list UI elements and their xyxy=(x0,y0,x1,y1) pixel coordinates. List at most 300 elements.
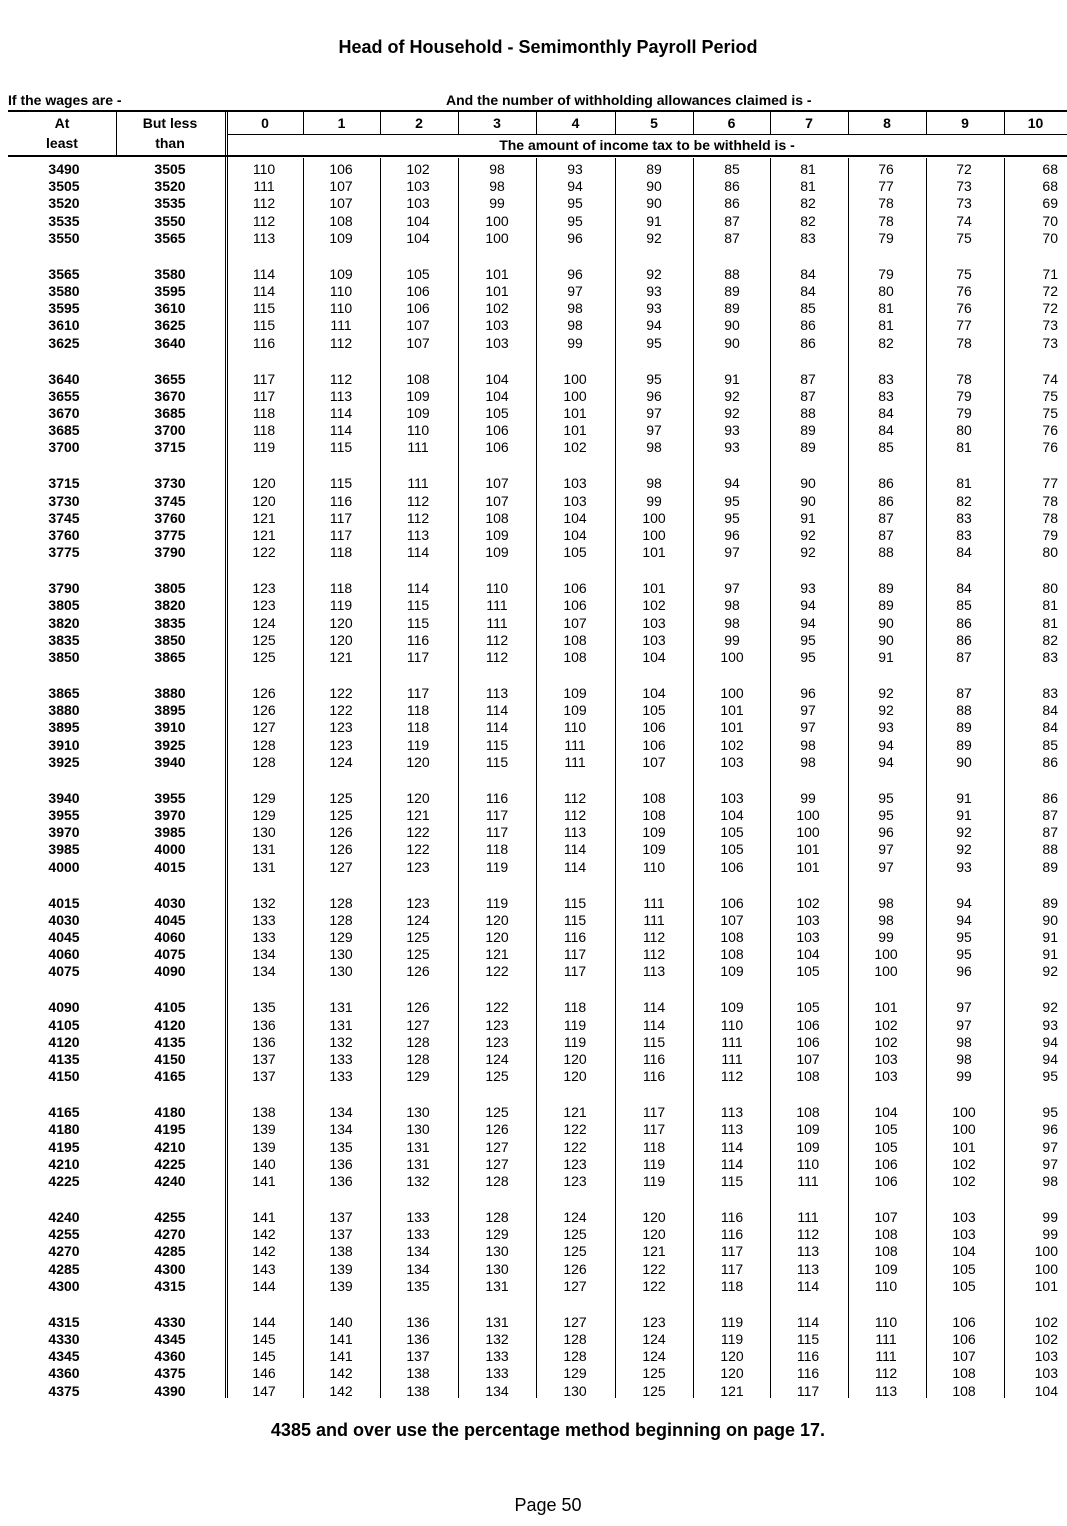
column-divider-1 xyxy=(380,158,381,1398)
tax-amount: 110 xyxy=(642,858,666,875)
wage-at-least: 4300 xyxy=(48,1277,80,1294)
tax-amount: 113 xyxy=(796,1260,820,1277)
but-less-header: But less xyxy=(142,115,198,131)
wage-but-less: 3595 xyxy=(154,283,186,299)
tax-amount: 109 xyxy=(642,841,666,858)
tax-amount: 89 xyxy=(956,719,972,736)
tax-amount: 88 xyxy=(724,265,740,282)
tax-amount: 131 xyxy=(252,841,276,858)
tax-amount: 113 xyxy=(329,387,353,404)
tax-amount: 96 xyxy=(567,229,583,246)
wage-but-less: 4120 xyxy=(154,1016,186,1033)
tax-amount: 107 xyxy=(329,195,353,212)
header-divider-4 xyxy=(615,110,616,134)
tax-amount: 97 xyxy=(646,422,662,439)
wage-but-less: 4000 xyxy=(154,841,186,858)
divider-at-least xyxy=(116,110,117,155)
wage-at-least: 3865 xyxy=(48,685,80,701)
tax-amount: 97 xyxy=(800,702,816,719)
tax-amount: 110 xyxy=(874,1277,898,1294)
tax-amount: 145 xyxy=(252,1331,276,1347)
tax-amount: 94 xyxy=(724,475,740,492)
tax-amount: 86 xyxy=(956,631,972,648)
allowance-header-3: 3 xyxy=(493,115,501,131)
tax-amount: 122 xyxy=(406,824,430,841)
wage-but-less: 4090 xyxy=(154,963,186,980)
tax-amount: 81 xyxy=(956,439,972,456)
tax-amount: 114 xyxy=(406,580,430,597)
tax-amount: 102 xyxy=(952,1155,976,1172)
allowance-header-7: 7 xyxy=(805,115,813,131)
tax-amount: 90 xyxy=(800,492,816,509)
tax-amount: 118 xyxy=(485,841,509,858)
tax-amount: 113 xyxy=(720,1121,744,1138)
tax-amount: 87 xyxy=(956,649,972,665)
tax-amount: 68 xyxy=(1042,161,1058,177)
tax-amount: 125 xyxy=(329,789,353,806)
tax-amount: 99 xyxy=(956,1068,972,1085)
tax-amount: 84 xyxy=(800,283,816,299)
tax-amount: 107 xyxy=(485,492,509,509)
tax-amount: 84 xyxy=(1042,702,1058,719)
tax-amount: 126 xyxy=(406,963,430,980)
wage-at-least: 3910 xyxy=(48,736,80,753)
wage-but-less: 4210 xyxy=(154,1138,186,1155)
wage-but-less: 3550 xyxy=(154,212,186,229)
tax-amount: 136 xyxy=(406,1331,430,1347)
tax-amount: 115 xyxy=(485,753,509,770)
tax-amount: 108 xyxy=(642,789,666,806)
tax-amount: 111 xyxy=(875,1331,897,1347)
tax-amount: 87 xyxy=(1042,807,1058,823)
tax-amount: 114 xyxy=(642,1016,666,1033)
tax-amount: 131 xyxy=(406,1155,430,1172)
tax-amount: 123 xyxy=(406,894,430,911)
tax-amount: 108 xyxy=(874,1243,898,1260)
column-divider-4 xyxy=(615,158,616,1398)
tax-amount: 86 xyxy=(878,492,894,509)
tax-amount: 108 xyxy=(406,370,430,387)
tax-amount: 121 xyxy=(720,1382,744,1399)
tax-amount: 133 xyxy=(406,1226,430,1243)
tax-amount: 98 xyxy=(646,439,662,456)
tax-amount: 122 xyxy=(485,963,509,980)
tax-amount: 95 xyxy=(646,370,662,387)
tax-amount: 119 xyxy=(642,1173,666,1189)
tax-amount: 86 xyxy=(878,475,894,492)
tax-amount: 106 xyxy=(720,894,744,911)
header-divider-1 xyxy=(380,110,381,134)
allowance-header-8: 8 xyxy=(883,115,891,131)
tax-amount: 91 xyxy=(646,212,662,229)
tax-amount: 99 xyxy=(878,929,894,945)
tax-amount: 130 xyxy=(329,946,353,963)
tax-amount: 112 xyxy=(406,492,430,509)
header-divider-9 xyxy=(1004,110,1005,134)
tax-amount: 95 xyxy=(646,334,662,351)
wage-at-least: 3730 xyxy=(48,492,80,509)
tax-amount: 113 xyxy=(796,1243,820,1260)
wage-but-less: 3580 xyxy=(154,265,186,282)
wage-at-least: 3895 xyxy=(48,719,80,736)
allowance-header-9: 9 xyxy=(961,115,969,131)
allowance-header-10: 10 xyxy=(1027,115,1044,131)
tax-amount: 117 xyxy=(485,807,509,823)
tax-amount: 111 xyxy=(797,1173,819,1189)
wage-at-least: 3565 xyxy=(48,265,80,282)
wage-but-less: 3850 xyxy=(154,631,186,648)
wage-at-least: 3835 xyxy=(48,631,80,648)
wage-at-least: 4180 xyxy=(48,1121,80,1138)
tax-amount: 106 xyxy=(796,1016,820,1033)
tax-amount: 114 xyxy=(796,1313,820,1330)
tax-amount: 100 xyxy=(563,387,587,404)
tax-amount: 106 xyxy=(485,422,509,439)
wage-at-least: 4270 xyxy=(48,1243,80,1260)
tax-amount: 131 xyxy=(252,858,276,875)
tax-amount: 119 xyxy=(720,1313,744,1330)
tax-amount: 142 xyxy=(329,1365,353,1382)
tax-amount: 108 xyxy=(952,1382,976,1399)
tax-amount: 132 xyxy=(252,894,276,911)
tax-amount: 115 xyxy=(329,439,353,456)
tax-amount: 112 xyxy=(874,1365,898,1382)
tax-amount: 94 xyxy=(800,597,816,614)
tax-amount: 117 xyxy=(563,963,587,980)
tax-amount: 134 xyxy=(252,963,276,980)
tax-amount: 108 xyxy=(563,649,587,665)
tax-amount: 115 xyxy=(485,736,509,753)
tax-amount: 108 xyxy=(796,1104,820,1121)
wage-at-least: 4000 xyxy=(48,858,80,875)
tax-amount: 114 xyxy=(485,702,509,719)
wage-at-least: 3535 xyxy=(48,212,80,229)
tax-amount: 114 xyxy=(485,719,509,736)
tax-amount: 93 xyxy=(724,439,740,456)
tax-amount: 128 xyxy=(485,1209,509,1225)
tax-amount: 101 xyxy=(720,702,744,719)
wage-at-least: 4360 xyxy=(48,1365,80,1382)
tax-amount: 120 xyxy=(720,1348,744,1365)
tax-amount: 112 xyxy=(485,631,509,648)
header-divider-8 xyxy=(926,110,927,134)
tax-amount: 114 xyxy=(252,283,276,299)
wage-at-least: 4045 xyxy=(48,929,80,945)
page-title: Head of Household - Semimonthly Payroll Period xyxy=(338,37,758,57)
tax-amount: 91 xyxy=(800,509,816,526)
tax-amount: 93 xyxy=(878,719,894,736)
tax-amount: 76 xyxy=(1042,422,1058,439)
wage-but-less: 3910 xyxy=(154,719,186,736)
tax-amount: 78 xyxy=(878,195,894,212)
tax-amount: 136 xyxy=(252,1016,276,1033)
tax-amount: 102 xyxy=(796,894,820,911)
tax-amount: 121 xyxy=(329,649,353,665)
tax-amount: 115 xyxy=(329,475,353,492)
tax-amount: 106 xyxy=(642,736,666,753)
tax-amount: 118 xyxy=(406,719,430,736)
tax-amount: 104 xyxy=(1034,1382,1058,1399)
tax-amount: 107 xyxy=(642,753,666,770)
tax-amount: 111 xyxy=(564,753,586,770)
tax-amount: 104 xyxy=(642,649,666,665)
tax-amount: 110 xyxy=(485,580,509,597)
tax-amount: 81 xyxy=(878,317,894,334)
tax-amount: 77 xyxy=(956,317,972,334)
tax-amount: 114 xyxy=(406,544,430,561)
tax-amount: 98 xyxy=(489,161,505,177)
tax-amount: 117 xyxy=(796,1382,820,1399)
tax-amount: 80 xyxy=(878,283,894,299)
tax-amount: 82 xyxy=(800,212,816,229)
tax-amount: 105 xyxy=(952,1277,976,1294)
tax-amount: 98 xyxy=(956,1051,972,1067)
tax-amount: 73 xyxy=(956,178,972,195)
wage-but-less: 4300 xyxy=(154,1260,186,1277)
tax-amount: 80 xyxy=(956,422,972,439)
tax-amount: 95 xyxy=(956,929,972,945)
tax-amount: 111 xyxy=(875,1348,897,1365)
tax-amount: 106 xyxy=(563,597,587,614)
wage-but-less: 3685 xyxy=(154,405,186,421)
tax-amount: 144 xyxy=(252,1277,276,1294)
tax-amount: 105 xyxy=(563,544,587,561)
wage-at-least: 4030 xyxy=(48,911,80,928)
tax-amount: 136 xyxy=(252,1033,276,1050)
tax-amount: 117 xyxy=(642,1121,666,1138)
tax-amount: 113 xyxy=(874,1382,898,1399)
tax-amount: 93 xyxy=(724,422,740,439)
tax-amount: 117 xyxy=(720,1243,744,1260)
tax-amount: 98 xyxy=(724,597,740,614)
tax-amount: 103 xyxy=(1034,1365,1058,1382)
tax-amount: 82 xyxy=(878,334,894,351)
tax-amount: 130 xyxy=(329,963,353,980)
column-divider-3 xyxy=(536,158,537,1398)
header-divider-6 xyxy=(770,110,771,134)
tax-amount: 133 xyxy=(329,1051,353,1067)
tax-amount: 128 xyxy=(485,1173,509,1189)
tax-amount: 125 xyxy=(252,631,276,648)
tax-amount: 133 xyxy=(406,1209,430,1225)
tax-amount: 141 xyxy=(329,1331,353,1347)
tax-amount: 146 xyxy=(252,1365,276,1382)
tax-amount: 105 xyxy=(796,963,820,980)
wage-at-least: 4225 xyxy=(48,1173,80,1189)
tax-amount: 124 xyxy=(406,911,430,928)
wage-at-least: 3625 xyxy=(48,334,80,351)
wage-at-least: 3580 xyxy=(48,283,80,299)
tax-amount: 119 xyxy=(642,1155,666,1172)
tax-amount: 97 xyxy=(956,1016,972,1033)
at-least-header: At xyxy=(54,115,70,131)
tax-amount: 97 xyxy=(878,841,894,858)
tax-amount: 128 xyxy=(563,1348,587,1365)
tax-amount: 107 xyxy=(406,334,430,351)
tax-amount: 104 xyxy=(874,1104,898,1121)
tax-amount: 92 xyxy=(878,685,894,701)
tax-amount: 108 xyxy=(874,1226,898,1243)
wage-at-least: 4255 xyxy=(48,1226,80,1243)
tax-amount: 125 xyxy=(563,1243,587,1260)
tax-amount: 138 xyxy=(406,1382,430,1399)
tax-amount: 87 xyxy=(724,212,740,229)
tax-amount: 128 xyxy=(252,736,276,753)
tax-amount: 95 xyxy=(956,946,972,963)
header-divider-7 xyxy=(848,110,849,134)
tax-amount: 123 xyxy=(563,1173,587,1189)
tax-amount: 139 xyxy=(329,1277,353,1294)
tax-amount: 92 xyxy=(956,824,972,841)
tax-amount: 125 xyxy=(406,929,430,945)
tax-amount: 105 xyxy=(485,405,509,421)
tax-amount: 86 xyxy=(724,195,740,212)
tax-amount: 102 xyxy=(642,597,666,614)
tax-amount: 120 xyxy=(563,1051,587,1067)
wage-but-less: 4030 xyxy=(154,894,186,911)
tax-amount: 96 xyxy=(724,527,740,543)
tax-amount: 114 xyxy=(329,405,353,421)
tax-amount: 116 xyxy=(252,334,276,351)
tax-amount: 129 xyxy=(252,789,276,806)
tax-amount: 84 xyxy=(800,265,816,282)
tax-amount: 99 xyxy=(489,195,505,212)
tax-amount: 90 xyxy=(1042,911,1058,928)
tax-amount: 115 xyxy=(796,1331,820,1347)
tax-amount: 90 xyxy=(724,317,740,334)
tax-amount: 101 xyxy=(796,858,820,875)
tax-amount: 102 xyxy=(485,300,509,317)
tax-amount: 115 xyxy=(252,317,276,334)
tax-amount: 113 xyxy=(485,685,509,701)
tax-amount: 100 xyxy=(796,824,820,841)
tax-amount: 86 xyxy=(800,334,816,351)
tax-amount: 98 xyxy=(489,178,505,195)
tax-amount: 77 xyxy=(1042,475,1058,492)
wage-but-less: 4375 xyxy=(154,1365,186,1382)
tax-amount: 89 xyxy=(1042,858,1058,875)
tax-amount: 95 xyxy=(800,631,816,648)
tax-amount: 95 xyxy=(1042,1068,1058,1085)
tax-amount: 86 xyxy=(800,317,816,334)
tax-amount: 130 xyxy=(485,1243,509,1260)
wage-but-less: 4195 xyxy=(154,1121,186,1138)
wage-at-least: 3775 xyxy=(48,544,80,561)
tax-amount: 100 xyxy=(952,1104,976,1121)
tax-amount: 104 xyxy=(642,685,666,701)
tax-amount: 109 xyxy=(642,824,666,841)
tax-amount: 130 xyxy=(406,1104,430,1121)
tax-amount: 83 xyxy=(800,229,816,246)
tax-amount: 81 xyxy=(1042,614,1058,631)
wage-but-less: 3775 xyxy=(154,527,186,543)
tax-amount: 100 xyxy=(952,1121,976,1138)
tax-amount: 102 xyxy=(874,1033,898,1050)
tax-amount: 111 xyxy=(486,597,508,614)
tax-amount: 109 xyxy=(796,1121,820,1138)
tax-amount: 115 xyxy=(406,597,430,614)
tax-amount: 136 xyxy=(329,1173,353,1189)
tax-amount: 69 xyxy=(1042,195,1058,212)
wage-but-less: 3745 xyxy=(154,492,186,509)
tax-amount: 111 xyxy=(721,1033,743,1050)
tax-amount: 145 xyxy=(252,1348,276,1365)
tax-amount: 103 xyxy=(1034,1348,1058,1365)
wage-but-less: 3520 xyxy=(154,178,186,195)
tax-amount: 111 xyxy=(253,178,275,195)
tax-amount: 125 xyxy=(252,649,276,665)
tax-amount: 98 xyxy=(724,614,740,631)
wage-but-less: 3880 xyxy=(154,685,186,701)
wage-at-least: 4090 xyxy=(48,999,80,1016)
wage-at-least: 4165 xyxy=(48,1104,80,1121)
wage-but-less: 4165 xyxy=(154,1068,186,1085)
tax-amount: 114 xyxy=(329,422,353,439)
tax-amount: 142 xyxy=(329,1382,353,1399)
wage-but-less: 3820 xyxy=(154,597,186,614)
tax-amount: 72 xyxy=(956,161,972,177)
tax-amount: 115 xyxy=(252,300,276,317)
tax-amount: 128 xyxy=(563,1331,587,1347)
tax-amount: 110 xyxy=(252,161,276,177)
tax-amount: 132 xyxy=(329,1033,353,1050)
tax-amount: 107 xyxy=(406,317,430,334)
tax-amount: 112 xyxy=(720,1068,744,1085)
tax-amount: 92 xyxy=(646,265,662,282)
tax-amount: 106 xyxy=(720,858,744,875)
tax-amount: 122 xyxy=(563,1121,587,1138)
tax-amount: 111 xyxy=(486,614,508,631)
tax-amount: 119 xyxy=(485,858,509,875)
wage-but-less: 4180 xyxy=(154,1104,186,1121)
tax-amount: 108 xyxy=(642,807,666,823)
tax-amount: 112 xyxy=(796,1226,820,1243)
tax-amount: 133 xyxy=(485,1365,509,1382)
wage-but-less: 3970 xyxy=(154,807,186,823)
allowance-header-5: 5 xyxy=(650,115,658,131)
tax-amount: 127 xyxy=(563,1277,587,1294)
tax-amount: 125 xyxy=(406,946,430,963)
tax-amount: 89 xyxy=(1042,894,1058,911)
tax-amount: 87 xyxy=(724,229,740,246)
tax-amount: 117 xyxy=(406,685,430,701)
tax-amount: 118 xyxy=(406,702,430,719)
wage-at-least: 3805 xyxy=(48,597,80,614)
tax-amount: 115 xyxy=(642,1033,666,1050)
tax-amount: 109 xyxy=(406,387,430,404)
tax-amount: 73 xyxy=(1042,334,1058,351)
tax-amount: 103 xyxy=(406,178,430,195)
wage-at-least: 3490 xyxy=(48,161,80,177)
wage-but-less: 4360 xyxy=(154,1348,186,1365)
tax-amount: 134 xyxy=(406,1260,430,1277)
tax-amount: 117 xyxy=(406,649,430,665)
tax-amount: 128 xyxy=(329,894,353,911)
tax-amount: 139 xyxy=(252,1121,276,1138)
tax-amount: 102 xyxy=(1034,1331,1058,1347)
tax-amount: 103 xyxy=(874,1051,898,1067)
tax-amount: 120 xyxy=(642,1226,666,1243)
tax-amount: 92 xyxy=(1042,999,1058,1016)
tax-amount: 109 xyxy=(329,229,353,246)
tax-amount: 112 xyxy=(329,334,353,351)
tax-amount: 83 xyxy=(878,387,894,404)
tax-amount: 98 xyxy=(567,317,583,334)
tax-amount: 87 xyxy=(800,370,816,387)
wage-at-least: 3955 xyxy=(48,807,80,823)
tax-amount: 87 xyxy=(956,685,972,701)
wage-at-least: 3850 xyxy=(48,649,80,665)
